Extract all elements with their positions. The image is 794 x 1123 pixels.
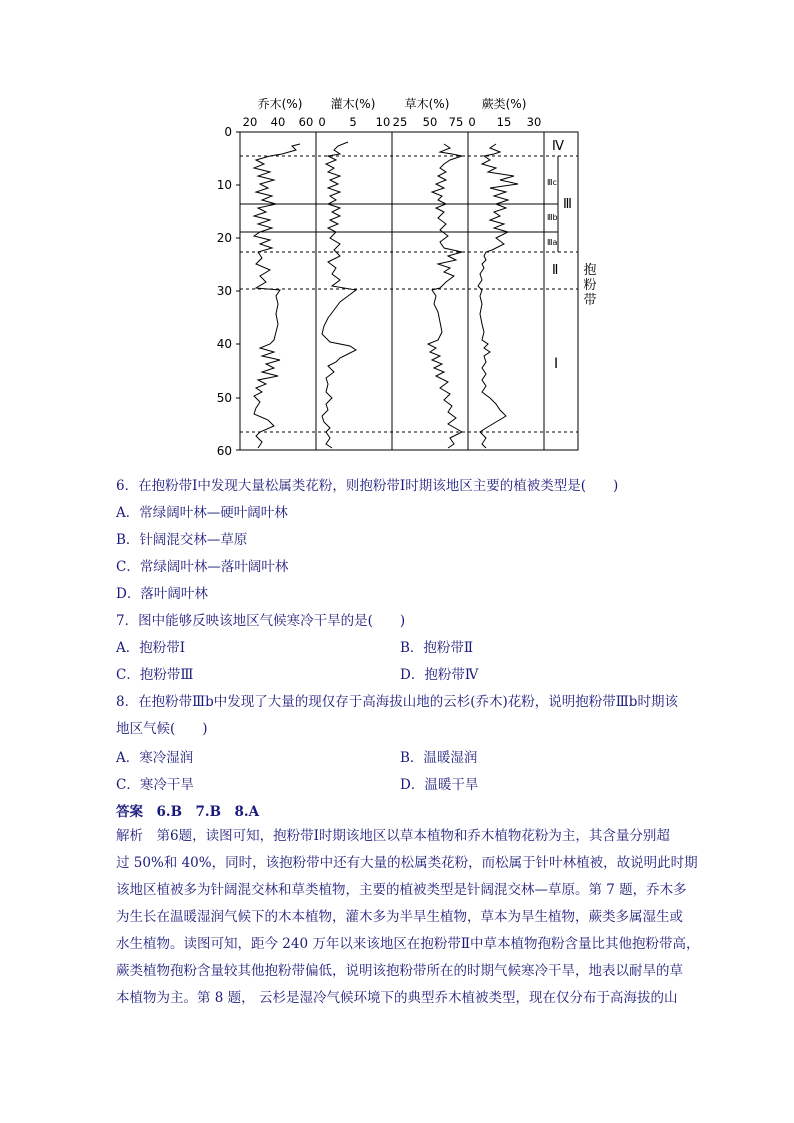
- header-shrub: 灌木(%): [330, 97, 376, 111]
- herb-panel: [392, 132, 468, 450]
- explanation-line: 水生植物。读图可知，距今 240 万年以来该地区在抱粉带Ⅱ中草本植物孢粉含量比其他抱粉带高，: [116, 936, 700, 952]
- tick-fern-15: 15: [496, 115, 512, 129]
- zone-title-char-3: 带: [583, 293, 597, 308]
- question-8-stem-line-1: 8．在抱粉带Ⅲb中发现了大量的现仅存于高海拔山地的云杉(乔木)花粉，说明抱粉带Ⅲb时期该: [116, 694, 678, 710]
- q8-option-a: A．寒冷湿润: [116, 750, 194, 766]
- zone-labels: [547, 139, 572, 372]
- zone-IIIc-label: Ⅲc: [547, 178, 557, 187]
- header-herb: 草木(%): [404, 97, 450, 111]
- zone-II-label: Ⅱ: [552, 263, 559, 278]
- zone-IV-label: Ⅳ: [552, 139, 564, 154]
- question-7-stem: 7．图中能够反映该地区气候寒冷干旱的是( ): [116, 613, 406, 629]
- tick-arbor-60: 60: [298, 115, 314, 129]
- pollen-diagram: [200, 92, 597, 460]
- tick-shrub-10: 10: [375, 115, 391, 129]
- zone-boundaries: [240, 156, 578, 432]
- zone-title-char-1: 抱: [583, 263, 597, 278]
- explanation-line: 蕨类植物孢粉含量较其他抱粉带偏低，说明该抱粉带所在的时期气候寒冷干旱，地表以耐旱的草: [116, 963, 683, 979]
- explanation-block: [116, 823, 704, 1012]
- column-ticks: [243, 115, 542, 129]
- q6-option-d: D．落叶阔叶林: [116, 586, 208, 602]
- depth-tick-40: 40: [216, 337, 232, 351]
- depth-axis: [217, 125, 232, 458]
- header-fern: 蕨类(%): [481, 97, 527, 111]
- q6-option-b: B．针阔混交林—草原: [116, 532, 248, 548]
- panel-frames: [236, 132, 578, 450]
- fern-curve: [478, 144, 518, 448]
- q8-option-c: C．寒冷干旱: [116, 777, 194, 793]
- tick-fern-30: 30: [526, 115, 542, 129]
- explanation-line: 该地区植被多为针阔混交林和草类植物，主要的植被类型是针阔混交林—草原。第 7 题，乔木多: [116, 882, 687, 898]
- tick-herb-50: 50: [422, 115, 438, 129]
- q6-option-a: A．常绿阔叶林—硬叶阔叶林: [116, 505, 288, 521]
- zone-I-label: Ⅰ: [554, 356, 559, 372]
- tick-herb-75: 75: [448, 115, 464, 129]
- zone-title: [583, 262, 596, 308]
- arbor-panel: [240, 132, 316, 450]
- column-headers: [258, 96, 527, 111]
- shrub-curve: [322, 142, 356, 448]
- depth-tick-50: 50: [216, 391, 232, 405]
- tick-fern-0: 0: [468, 115, 476, 129]
- tick-arbor-20: 20: [242, 115, 258, 129]
- depth-tick-60: 60: [216, 444, 232, 458]
- pollen-curves: [254, 142, 518, 448]
- depth-tick-10: 10: [216, 178, 232, 192]
- zone-III-label: Ⅲ: [563, 197, 572, 212]
- explanation-line: 为生长在温暖湿润气候下的木本植物，灌木多为半旱生植物，草本为旱生植物，蕨类多属湿生或: [116, 909, 683, 925]
- zone-title-char-2: 粉: [583, 278, 597, 293]
- tick-herb-25: 25: [392, 115, 408, 129]
- q7-option-a: A．抱粉带Ⅰ: [116, 640, 186, 656]
- question-6-stem: 6．在抱粉带Ⅰ中发现大量松属类花粉，则抱粉带Ⅰ时期该地区主要的植被类型是( ): [116, 478, 619, 494]
- depth-tick-20: 20: [216, 231, 232, 245]
- arbor-curve: [254, 144, 300, 448]
- depth-tick-0: 0: [224, 125, 232, 139]
- q7-option-b: B．抱粉带Ⅱ: [400, 640, 474, 656]
- q6-option-c: C．常绿阔叶林—落叶阔叶林: [116, 559, 289, 575]
- explanation-line: 解析 第6题，读图可知，抱粉带Ⅰ时期该地区以草本植物和乔木植物花粉为主，其含量分别超: [116, 828, 670, 844]
- q7-option-c: C．抱粉带Ⅲ: [116, 667, 194, 683]
- herb-curve: [428, 144, 462, 448]
- tick-arbor-40: 40: [270, 115, 286, 129]
- fern-panel: [468, 132, 544, 450]
- tick-shrub-5: 5: [349, 115, 357, 129]
- q7-option-d: D．抱粉带Ⅳ: [400, 667, 479, 683]
- explanation-line: 本植物为主。第 8 题， 云杉是湿冷气候环境下的典型乔木植被类型，现在仅分布于高海拔的山: [116, 990, 678, 1006]
- depth-tick-30: 30: [216, 284, 232, 298]
- question-8-stem-line-2: 地区气候( ): [116, 721, 208, 737]
- q8-option-d: D．温暖干旱: [400, 777, 479, 793]
- header-arbor: 乔木(%): [257, 97, 303, 111]
- q8-option-b: B．温暖湿润: [400, 750, 478, 766]
- answer-line: 答案 6.B 7.B 8.A: [116, 804, 260, 820]
- explanation-line: 过 50%和 40%，同时，该抱粉带中还有大量的松属类花粉，而松属于针叶林植被，故说明此时期: [116, 855, 698, 871]
- tick-shrub-0: 0: [318, 115, 326, 129]
- zone-IIIb-label: Ⅲb: [547, 213, 558, 222]
- zone-IIIa-label: Ⅲa: [547, 238, 558, 247]
